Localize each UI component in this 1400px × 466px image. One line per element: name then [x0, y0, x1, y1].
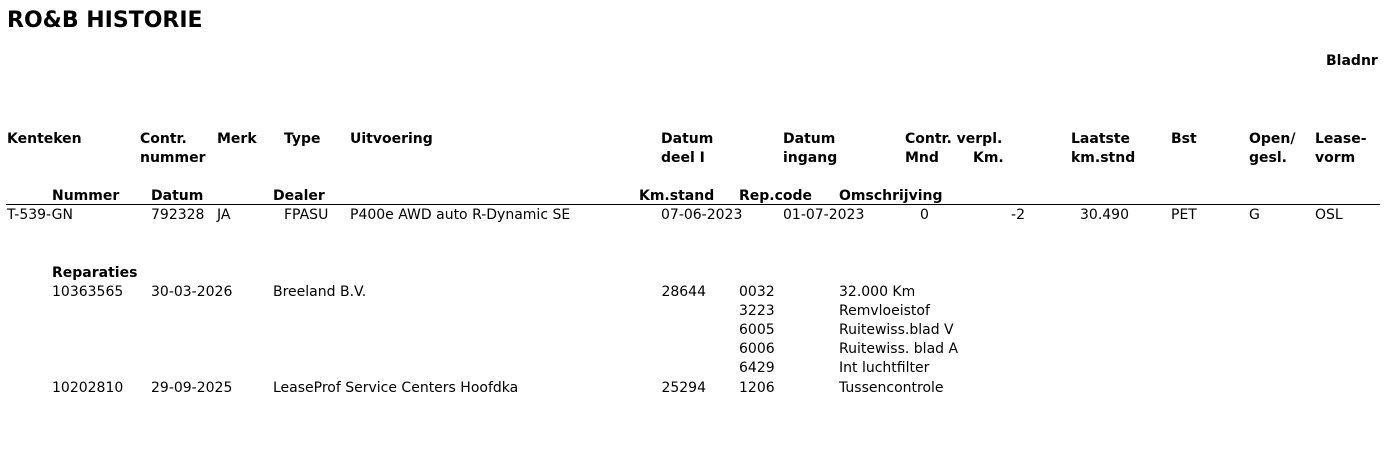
header-divider	[6, 204, 1380, 205]
header-bst: Bst	[1171, 131, 1197, 147]
vehicle-contract: 792328	[151, 207, 205, 223]
repair-nummer: 10202810	[52, 380, 124, 396]
vehicle-km: -2	[1011, 207, 1025, 223]
repair-dealer: LeaseProf Service Centers Hoofdka	[273, 380, 519, 396]
repair-kmstand: 25294	[661, 380, 706, 396]
header-datum-ingang-2: ingang	[783, 150, 838, 166]
repair-code: 6429	[739, 360, 775, 376]
reparaties-heading: Reparaties	[52, 265, 138, 281]
repair-omschrijving: Ruitewiss.blad V	[839, 322, 954, 338]
repair-datum: 30-03-2026	[151, 284, 233, 300]
header-datum-ingang: Datum	[783, 131, 836, 147]
vehicle-bst: PET	[1171, 207, 1197, 223]
repair-nummer: 10363565	[52, 284, 124, 300]
header-uitvoering: Uitvoering	[350, 131, 433, 147]
header-omschrijving: Omschrijving	[839, 188, 943, 204]
repair-code: 6006	[739, 341, 775, 357]
repair-omschrijving: Tussencontrole	[839, 380, 944, 396]
header-contr-verpl: Contr. verpl.	[905, 131, 1003, 147]
vehicle-datum-ingang: 01-07-2023	[783, 207, 865, 223]
header-repcode: Rep.code	[739, 188, 813, 204]
header-type: Type	[284, 131, 321, 147]
vehicle-uitvoering: P400e AWD auto R-Dynamic SE	[350, 207, 571, 223]
header-datum-deel: Datum	[661, 131, 714, 147]
header-kmstand: Km.stand	[639, 188, 715, 204]
repair-omschrijving: Ruitewiss. blad A	[839, 341, 959, 357]
header-contr-nummer: nummer	[140, 150, 206, 166]
header-lease: Lease-	[1315, 131, 1367, 147]
vehicle-open-gesl: G	[1249, 207, 1260, 223]
header-kenteken: Kenteken	[7, 131, 82, 147]
repair-omschrijving: Remvloeistof	[839, 303, 930, 319]
header-datum-deel-2: deel I	[661, 150, 705, 166]
repair-code: 3223	[739, 303, 775, 319]
header-km: Km.	[973, 150, 1004, 166]
header-laatste: Laatste	[1071, 131, 1131, 147]
vehicle-datum-deel: 07-06-2023	[661, 207, 743, 223]
repair-code: 6005	[739, 322, 775, 338]
header-leasevorm: vorm	[1315, 150, 1356, 166]
repair-dealer: Breeland B.V.	[273, 284, 367, 300]
header-gesl: gesl.	[1249, 150, 1287, 166]
repair-code: 0032	[739, 284, 775, 300]
header-contr: Contr.	[140, 131, 187, 147]
repair-code: 1206	[739, 380, 775, 396]
page-title: RO&B HISTORIE	[7, 8, 203, 33]
vehicle-type: FPASU	[284, 207, 329, 223]
header-nummer: Nummer	[52, 188, 120, 204]
bladnr-label: Bladnr	[1326, 53, 1378, 69]
repair-kmstand: 28644	[661, 284, 706, 300]
repair-omschrijving: 32.000 Km	[839, 284, 916, 300]
header-datum: Datum	[151, 188, 204, 204]
vehicle-leasevorm: OSL	[1315, 207, 1343, 223]
vehicle-laatste-km: 30.490	[1080, 207, 1129, 223]
vehicle-merk: JA	[217, 207, 231, 223]
header-dealer: Dealer	[273, 188, 325, 204]
vehicle-kenteken: T-539-GN	[7, 207, 73, 223]
repair-omschrijving: Int luchtfilter	[839, 360, 930, 376]
header-mnd: Mnd	[905, 150, 939, 166]
header-open: Open/	[1249, 131, 1296, 147]
header-merk: Merk	[217, 131, 257, 147]
header-laatste-km: km.stnd	[1071, 150, 1136, 166]
vehicle-mnd: 0	[920, 207, 929, 223]
repair-datum: 29-09-2025	[151, 380, 233, 396]
